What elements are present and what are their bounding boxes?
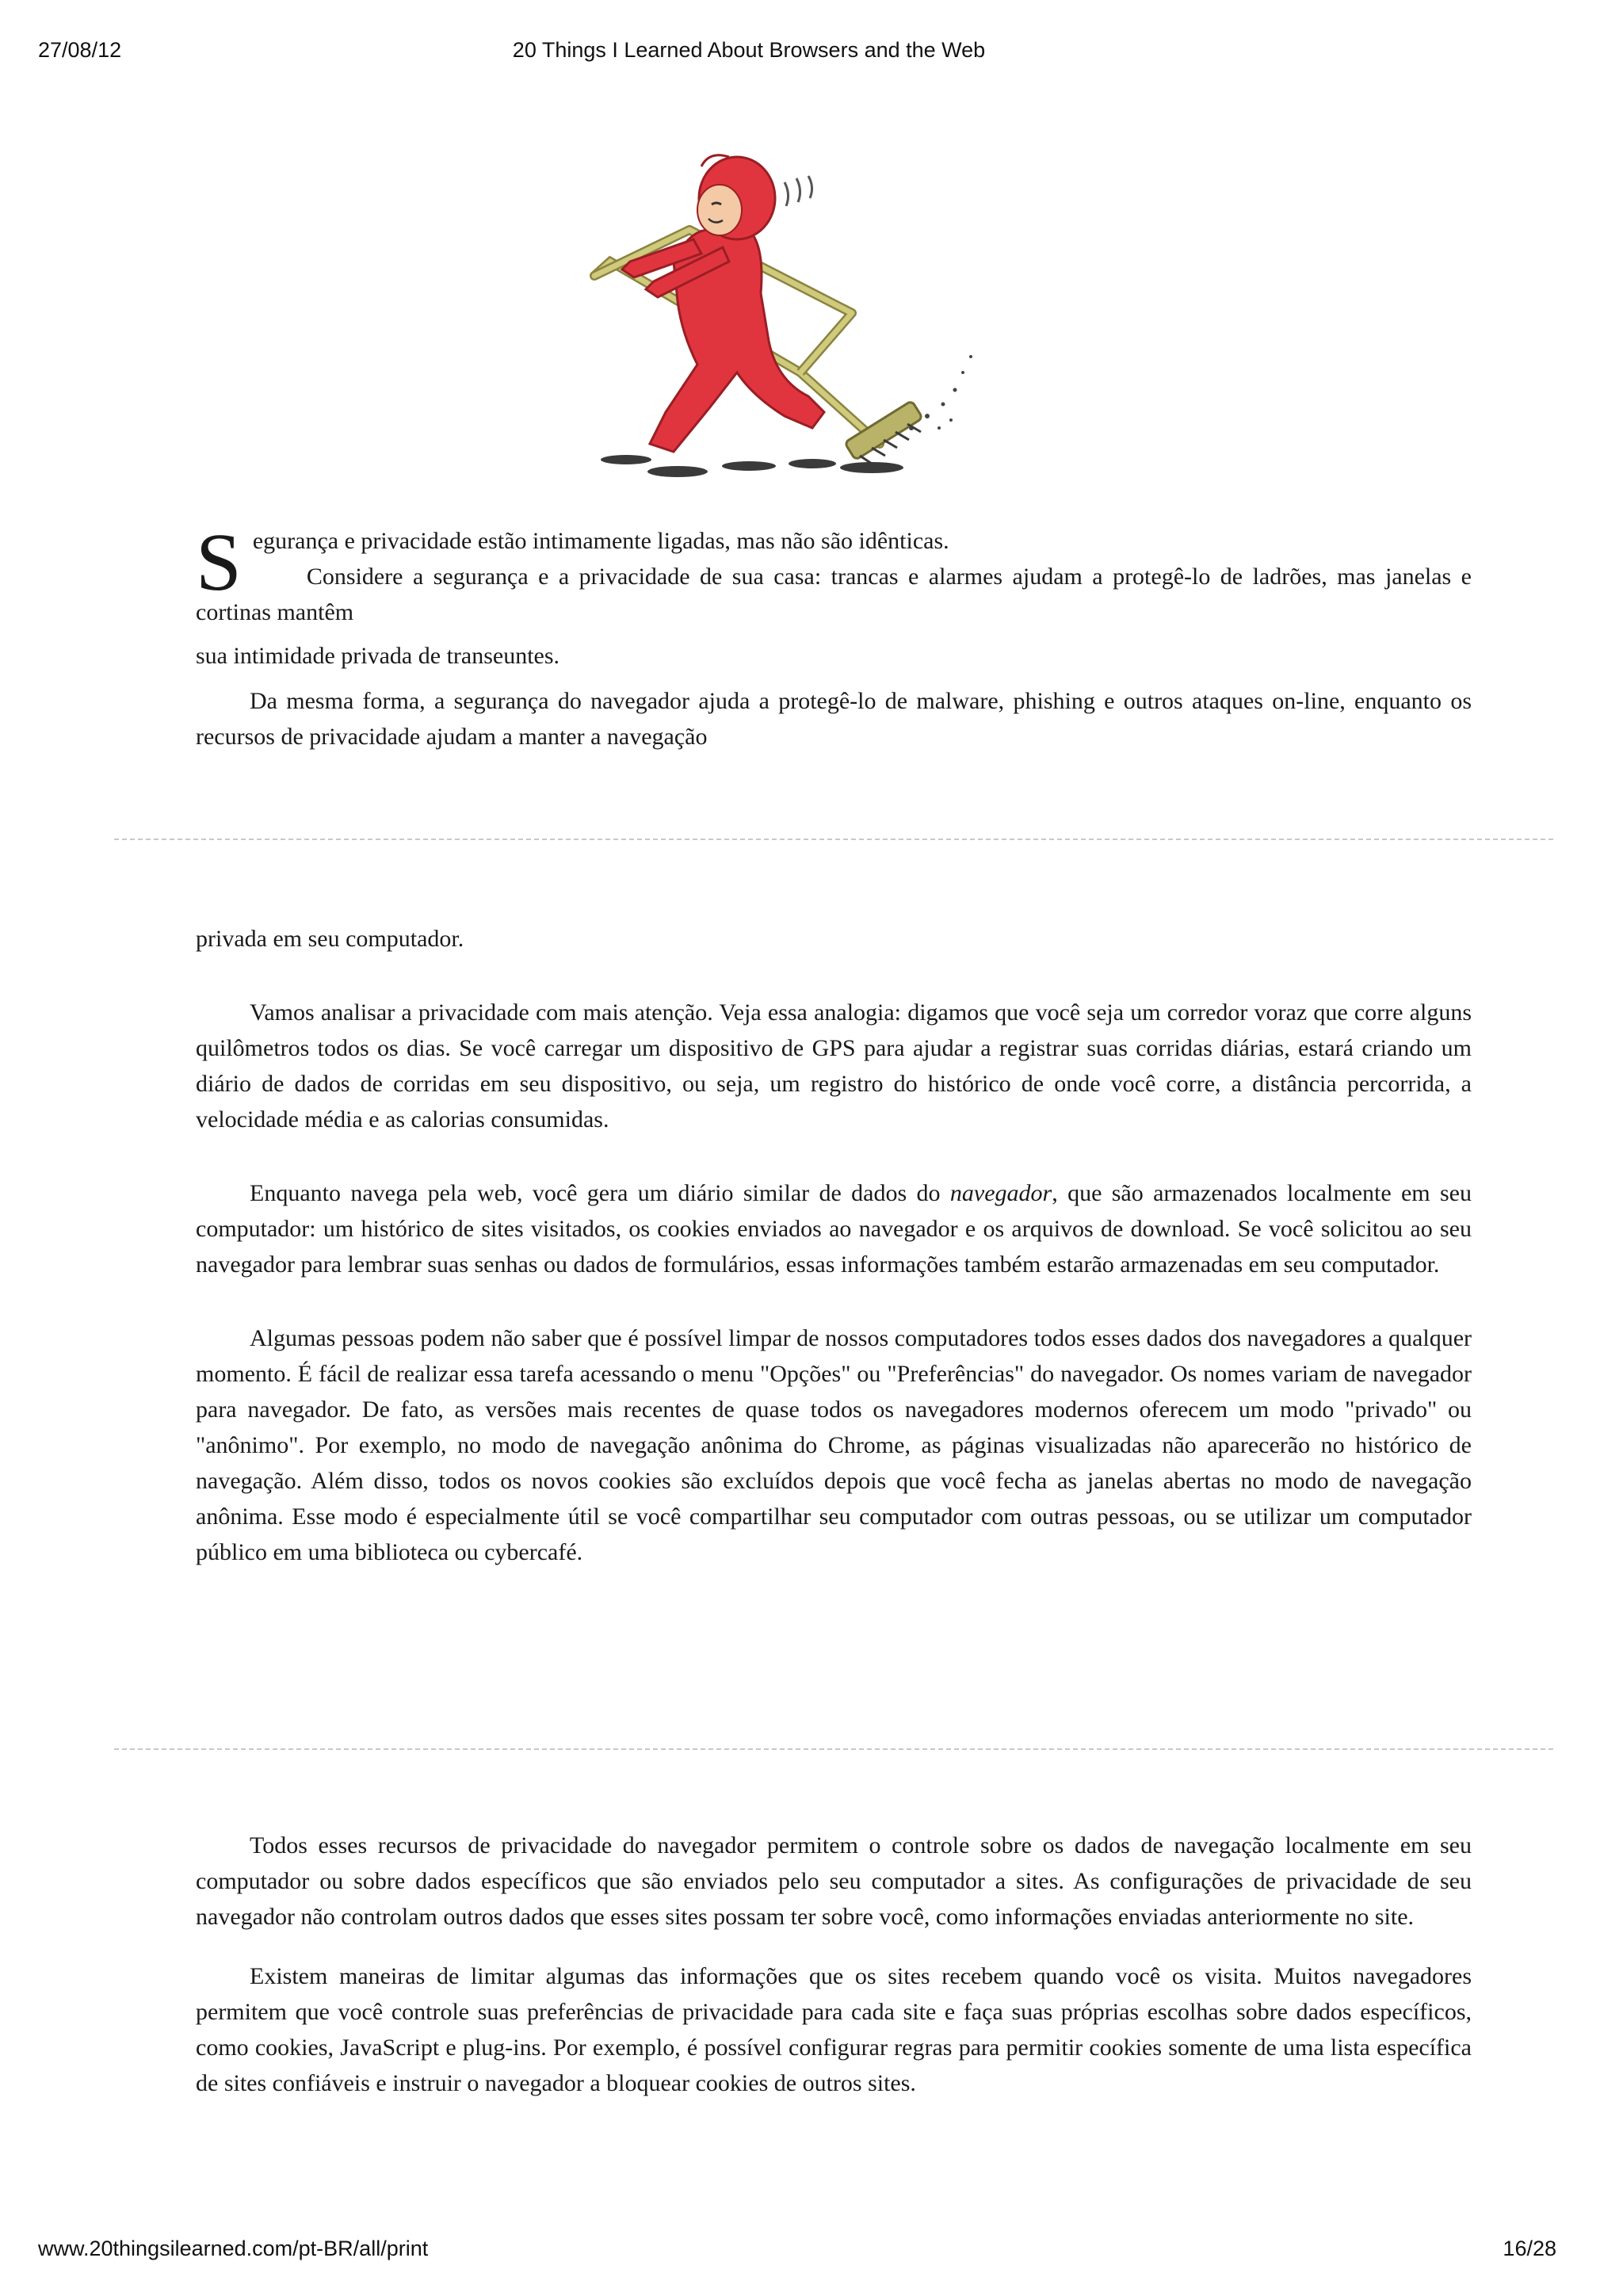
figure-sweeping-illustration xyxy=(539,143,1141,499)
intro-first-line: Segurança e privacidade estão intimamente ligadas, mas não são idênticas. xyxy=(196,517,949,608)
intro-paragraph-passersby: sua intimidade privada de transeuntes. xyxy=(196,643,560,669)
paragraph-site-preferences: Existem maneiras de limitar algumas das informações que os sites recebem quando você os visita. Muitos navegadores permitem que você controle suas preferências de privacidade para cada site e faça suas próprias escolhas sobre dados específicos, como cookies, JavaScript e plug-ins. Por exemplo, é possível configurar regras para permitir cookies somente de uma lista específica de sites confiáveis e instruir o navegador a bloquear cookies de outros sites. xyxy=(196,1963,1472,2096)
paragraph-private: privada em seu computador. xyxy=(196,926,464,952)
print-footer xyxy=(0,2237,1623,2268)
intro-paragraph-house: Considere a segurança e a privacidade de sua casa: trancas e alarmes ajudam a protegê-lo de ladrões, mas janelas e cortinas mantêm xyxy=(196,563,1472,625)
paragraph-runner-analogy: Vamos analisar a privacidade com mais atenção. Veja essa analogia: digamos que você seja um corredor voraz que corre alguns quilômetros todos os dias. Se você carregar um dispositivo de GPS para ajudar a registrar suas corridas diárias, estará criando um diário de dados de corridas em seu dispositivo, ou seja, um registro do histórico de onde você corre, a distância percorrida, a velocidade média e as calorias consumidas. xyxy=(196,999,1472,1133)
intro-paragraph-browser-security: Da mesma forma, a segurança do navegador ajuda a protegê-lo de malware, phishing e outros ataques on-line, enquanto os recursos de privacidade ajudam a manter a navegação xyxy=(196,688,1472,750)
privacy-section xyxy=(196,921,1472,1570)
controls-section xyxy=(196,1828,1472,2101)
print-header xyxy=(0,38,1623,70)
print-date: 27/08/12 xyxy=(38,38,122,62)
motion-lines xyxy=(785,176,812,206)
print-title: 20 Things I Learned About Browsers and the Web xyxy=(512,38,986,62)
paragraph-privacy-controls: Todos esses recursos de privacidade do navegador permitem o controle sobre os dados de navegação localmente em seu computador ou sobre dados específicos que são enviados pelo seu computador a sites. As configurações de privacidade de seu navegador não controlam outros dados que esses sites possam ter sobre você, como informações enviadas anteriormente no site. xyxy=(196,1832,1472,1930)
drop-cap: S xyxy=(196,517,242,608)
paragraph-browser-data: Enquanto navega pela web, você gera um diário similar de dados do navegador, que são armazenados localmente em seu computador: um histórico de sites visitados, os cookies enviados ao navegador e os arquivos de download. Se você solicitou ao seu navegador para lembrar suas senhas ou dados de formulários, essas informações também estarão armazenadas em seu computador. xyxy=(196,1180,1472,1278)
page-divider-1 xyxy=(114,839,1553,840)
intro-section xyxy=(196,517,1472,755)
paragraph-clear-data: Algumas pessoas podem não saber que é possível limpar de nossos computadores todos esses dados dos navegadores a qualquer momento. É fácil de realizar essa tarefa acessando o menu "Opções" ou "Preferências" do navegador. Os nomes variam de navegador para navegador. De fato, as versões mais recentes de quase todos os navegadores modernos oferecem um modo "privado" ou "anônimo". Por exemplo, no modo de navegação anônima do Chrome, as páginas visualizadas não aparecerão no histórico de navegação. Além disso, todos os novos cookies são excluídos depois que você fecha as janelas abertas no modo de navegação anônima. Esse modo é especialmente útil se você compartilhar seu computador com outras pessoas, ou se utilizar um computador público em uma biblioteca ou cybercafé. xyxy=(196,1325,1472,1565)
print-url: www.20thingsilearned.com/pt-BR/all/print xyxy=(38,2237,429,2260)
page-divider-2 xyxy=(114,1748,1553,1750)
page-number: 16/28 xyxy=(1503,2237,1556,2260)
red-figure xyxy=(622,155,824,452)
